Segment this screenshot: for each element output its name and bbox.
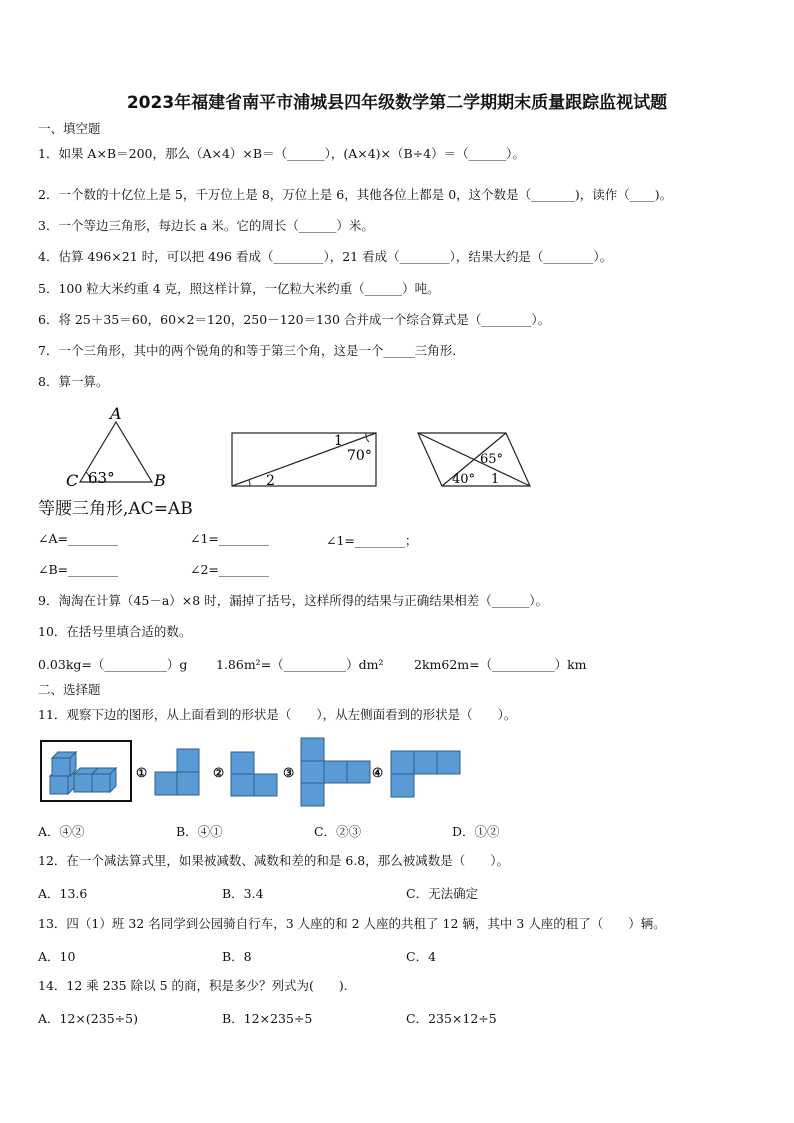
question-7: 7．一个三角形，其中的两个锐角的和等于第三个角，这是一个_____三角形. [38, 343, 457, 358]
page-title: 2023年福建省南平市浦城县四年级数学第二学期期末质量跟踪监视试题 [126, 93, 668, 113]
q12-option-c[interactable]: C．无法确定 [406, 886, 479, 901]
cube-stack-figure [40, 740, 132, 802]
angle-2-answer: ∠2=________ [190, 562, 269, 577]
par-angle-1-label: 1 [491, 472, 500, 487]
option-marker-4: ④ [372, 765, 384, 780]
view-option-3-figure [300, 737, 372, 807]
angle-b-answer: ∠B=________ [38, 562, 119, 577]
question-10: 10．在括号里填合适的数。 [38, 624, 192, 639]
q10-item-area: 1.86m²=（__________）dm² [216, 657, 384, 672]
isosceles-note: 等腰三角形,AC=AB [38, 499, 193, 519]
q11-option-a[interactable]: A．④② [38, 824, 85, 839]
section-choice-heading: 二、选择题 [38, 682, 101, 697]
q14-option-a[interactable]: A．12×(235÷5) [38, 1011, 138, 1026]
q11-option-d[interactable]: D．①② [452, 824, 500, 839]
view-option-4-figure [390, 750, 462, 798]
q13-option-a[interactable]: A．10 [38, 949, 76, 964]
q14-option-c[interactable]: C．235×12÷5 [406, 1011, 497, 1026]
triangle-label-c: C [66, 471, 79, 488]
question-1: 1．如果 A×B＝200，那么（A×4）×B＝（______），(A×4)×（B÷4）＝（______）。 [38, 146, 525, 161]
q14-option-b[interactable]: B．12×235÷5 [222, 1011, 313, 1026]
q11-option-c[interactable]: C．②③ [314, 824, 362, 839]
question-14: 14．12 乘 235 除以 5 的商，积是多少？列式为( ). [38, 978, 348, 993]
triangle-label-b: B [154, 471, 166, 488]
question-6: 6．将 25＋35＝60，60×2＝120，250－120＝130 合并成一个综合算式是（________）。 [38, 312, 551, 327]
question-3: 3．一个等边三角形，每边长 a 米。它的周长（______）米。 [38, 218, 374, 233]
question-12: 12．在一个减法算式里，如果被减数、减数和差的和是 6.8，那么被减数是（ ）。 [38, 853, 510, 868]
question-8: 8．算一算。 [38, 374, 109, 389]
triangle-angle-label: 63° [88, 469, 115, 487]
angle-1-answer-rect: ∠1=________ [190, 531, 269, 546]
par-angle-40-label: 40° [452, 472, 476, 487]
parallelogram-figure [414, 430, 534, 490]
triangle-label-a: A [110, 404, 122, 423]
par-angle-65-label: 65° [480, 452, 504, 467]
rect-angle-70-label: 70° [347, 448, 372, 464]
rectangle-figure [230, 430, 380, 490]
question-13: 13．四（1）班 32 名同学到公园骑自行车，3 人座的和 2 人座的共租了 12 辆，其中 3 人座的租了（ ）辆。 [38, 916, 666, 931]
question-11: 11．观察下边的图形，从上面看到的形状是（ ），从左侧面看到的形状是（ ）。 [38, 707, 517, 722]
q11-option-b[interactable]: B．④① [176, 824, 223, 839]
section-fill-heading: 一、填空题 [38, 121, 101, 136]
q13-option-b[interactable]: B．8 [222, 949, 252, 964]
angle-1-answer-par: ∠1=________； [326, 533, 418, 548]
isosceles-triangle-figure [60, 402, 180, 488]
angle-a-answer: ∠A=________ [38, 531, 118, 546]
option-marker-3: ③ [283, 765, 295, 780]
view-option-2-figure [230, 751, 278, 797]
option-marker-1: ① [136, 765, 148, 780]
question-2: 2．一个数的十亿位上是 5，千万位上是 8，万位上是 6，其他各位上都是 0，这个数是（_______)，读作（____)。 [38, 187, 673, 202]
q10-item-mass: 0.03kg=（__________）g [38, 657, 188, 672]
question-4: 4．估算 496×21 时，可以把 496 看成（________），21 看成（________），结果大约是（________）。 [38, 249, 613, 264]
option-marker-2: ② [213, 765, 225, 780]
q10-item-length: 2km62m=（__________）km [414, 657, 587, 672]
q12-option-a[interactable]: A．13.6 [38, 886, 88, 901]
view-option-1-figure [154, 748, 200, 796]
question-5: 5．100 粒大米约重 4 克，照这样计算，一亿粒大米约重（______）吨。 [38, 281, 440, 296]
q12-option-b[interactable]: B．3.4 [222, 886, 264, 901]
rect-angle-1-label: 1 [334, 433, 343, 449]
rect-angle-2-label: 2 [266, 473, 275, 489]
question-9: 9．淘淘在计算（45－a）×8 时，漏掉了括号，这样所得的结果与正确结果相差（______）。 [38, 593, 548, 608]
q13-option-c[interactable]: C．4 [406, 949, 437, 964]
